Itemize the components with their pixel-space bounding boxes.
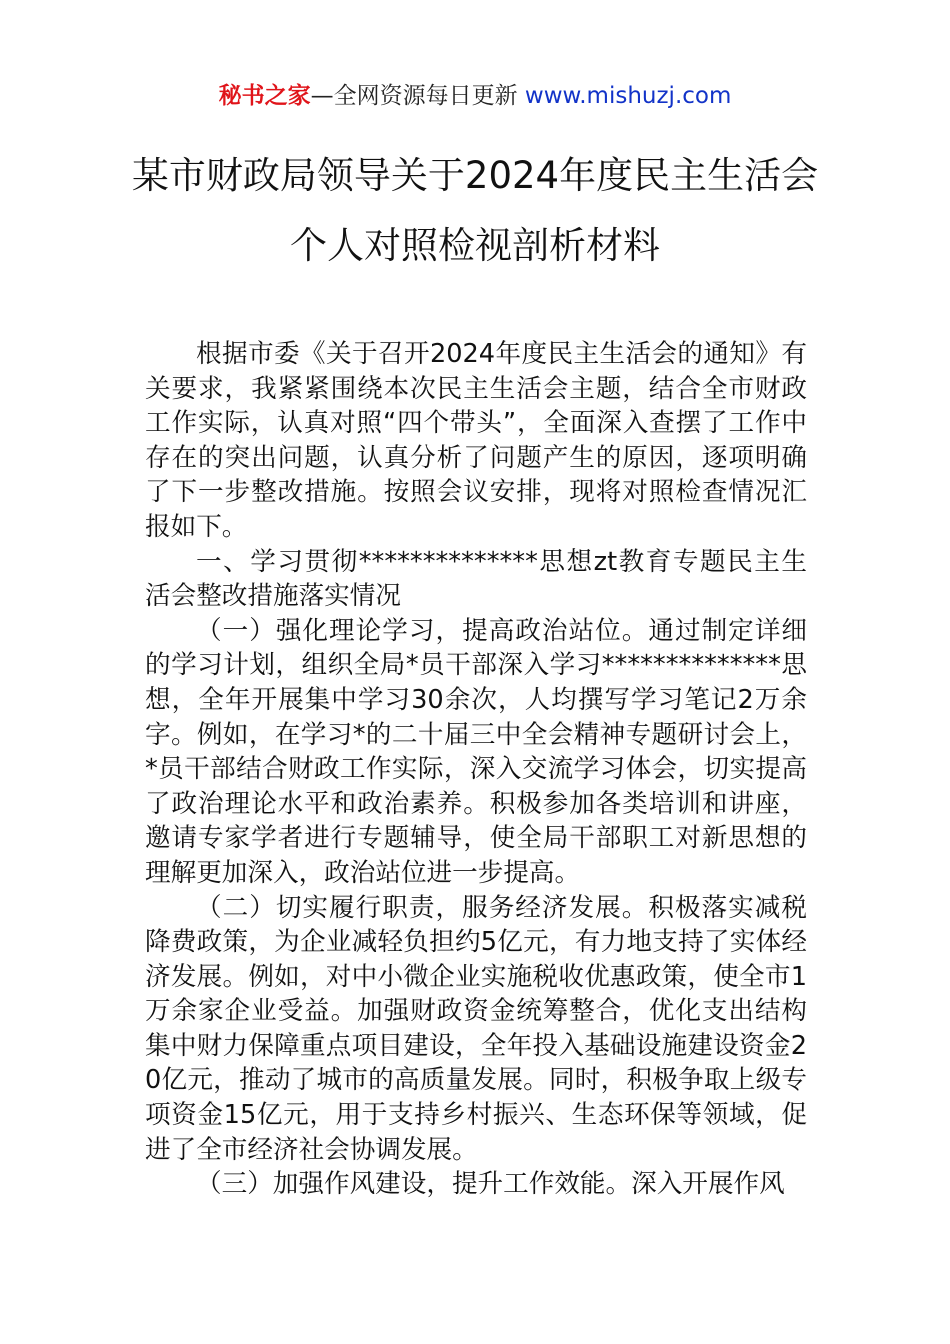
paragraph-subsection-2: （二）切实履行职责，服务经济发展。积极落实减税降费政策，为企业减轻负担约5亿元，有力地支持了实体经济发展。例如，对中小微企业实施税收优惠政策，使全市1万余家企业受益。加强财政资金统筹整合，优化支出结构集中财力保障重点项目建设，全年投入基础设施建设资金20亿元，推动了城市的高质量发展。同时，积极争取上级专项资金15亿元，用于支持乡村振兴、生态环保等领域，促进了全市经济社会协调发展。 <box>145 892 807 1165</box>
site-header <box>0 80 950 112</box>
document-title-line-2: 个人对照检视剖析材料 <box>290 224 660 267</box>
paragraph-subsection-1: （一）强化理论学习，提高政治站位。通过制定详细的学习计划，组织全局*员干部深入学习**************思想，全年开展集中学习30余次，人均撰写学习笔记2万余字。例如，在学习*的二十届三中全会精神专题研讨会上，*员干部结合财政工作实际，深入交流学习体会，切实提高了政治理论水平和政治素养。积极参加各类培训和讲座，邀请专家学者进行专题辅导，使全局干部职工对新思想的理解更加深入，政治站位进一步提高。 <box>145 615 807 888</box>
document-title-line-1: 某市财政局领导关于2024年度民主生活会 <box>131 154 819 197</box>
paragraph-subsection-3: （三）加强作风建设，提升工作效能。深入开展作风 <box>196 1169 785 1200</box>
section-heading-1: 一、学习贯彻**************思想zt教育专题民主生活会整改措施落实情况 <box>145 546 807 612</box>
paragraph-intro: 根据市委《关于召开2024年度民主生活会的通知》有关要求，我紧紧围绕本次民主生活会主题，结合全市财政工作实际，认真对照“四个带头”，全面深入查摆了工作中存在的突出问题，认真分析了问题产生的原因，逐项明确了下一步整改措施。按照会议安排，现将对照检查情况汇报如下。 <box>145 339 807 542</box>
document-body <box>145 337 807 1202</box>
site-url-link[interactable]: www.mishuzj.com <box>524 83 732 109</box>
site-brand: 秘书之家 <box>218 83 311 109</box>
site-tagline: —全网资源每日更新 <box>310 83 525 109</box>
